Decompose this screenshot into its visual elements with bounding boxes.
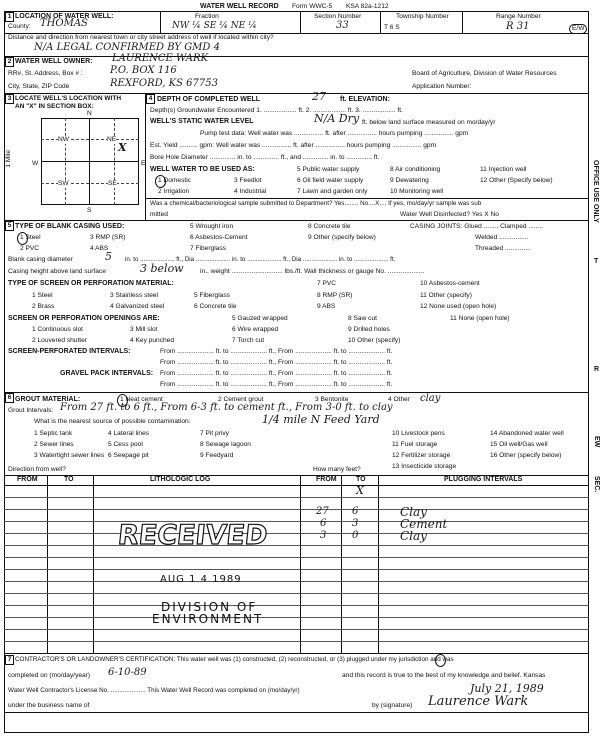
use-5: 5 Public water supply bbox=[297, 166, 360, 173]
location-mark: X bbox=[118, 141, 127, 154]
form-title: WATER WELL RECORD bbox=[200, 3, 279, 10]
quadrant-sw: SW bbox=[58, 180, 69, 187]
log-from-header: FROM bbox=[17, 476, 38, 483]
open-10: 10 Other (specify) bbox=[348, 337, 401, 344]
log-rule-line bbox=[4, 629, 589, 630]
static-level-label: WELL'S STATIC WATER LEVEL bbox=[150, 118, 254, 125]
log-rule-line bbox=[4, 581, 589, 582]
distance-label: Distance and direction from nearest town or city street address of well if located within city? bbox=[8, 34, 274, 41]
township-value: T 6 S bbox=[384, 24, 400, 31]
signature: Laurence Wark bbox=[428, 694, 529, 709]
plug-row-2-from: 6 bbox=[320, 518, 327, 529]
source-10: 10 Livestock pens bbox=[392, 430, 445, 437]
log-rule-line bbox=[4, 617, 589, 618]
log-mark: X bbox=[356, 484, 364, 497]
screen-6: 6 Concrete tile bbox=[194, 303, 237, 310]
source-7: 7 Pit privy bbox=[200, 430, 229, 437]
distance-value: N/A LEGAL CONFIRMED BY GMD 4 bbox=[34, 42, 220, 53]
screen-12: 12 None used (open hole) bbox=[420, 303, 497, 310]
static-level-rest: ft. below land surface measured on mo/day/yr bbox=[362, 119, 496, 126]
plug-row-3-material: Clay bbox=[400, 529, 427, 543]
side-t: T bbox=[594, 258, 599, 265]
compass-w: W bbox=[32, 160, 39, 167]
screen-8: 8 RMP (SR) bbox=[317, 292, 353, 299]
log-rule-line bbox=[4, 521, 589, 522]
address-label: RR#, St. Address, Box # : bbox=[8, 70, 83, 77]
completed-rest: and this record is true to the best of my knowledge and belief. Kansas bbox=[342, 672, 546, 679]
grout-1: 1 Neat cement bbox=[120, 396, 163, 403]
open-4: 4 Key punched bbox=[130, 337, 174, 344]
casing-height-rest: in., weight ............................ lbs./ft. Wall thickness or gauge No. .................... bbox=[200, 268, 425, 275]
plug-row-1-to: 6 bbox=[352, 506, 359, 517]
mile-label: 1 Mile bbox=[5, 150, 12, 168]
open-8: 8 Saw cut bbox=[348, 315, 377, 322]
yield-line: Est. Yield .......... gpm: Well water was ................ ft. after ................ hours pumping ................ gpm bbox=[150, 142, 437, 149]
source-11: 11 Fuel storage bbox=[392, 441, 438, 448]
side-sec: SEC. bbox=[593, 476, 600, 493]
business-name-label: under the business name of bbox=[8, 702, 90, 709]
use-9: 9 Dewatering bbox=[390, 177, 429, 184]
section-3-label-2: AN "X" IN SECTION BOX: bbox=[15, 103, 94, 110]
section-6-number: 6 bbox=[5, 393, 14, 403]
open-6: 6 Wire wrapped bbox=[232, 326, 279, 333]
casing-9: 9 Other (specify below) bbox=[308, 234, 376, 241]
section-7-number: 7 bbox=[5, 655, 14, 665]
grout-2: 2 Cement grout bbox=[218, 396, 264, 403]
grout-3: 3 Bentonite bbox=[315, 396, 349, 403]
use-12: 12 Other (Specify below) bbox=[480, 177, 553, 184]
casing-threaded: Threaded .............. bbox=[475, 245, 531, 252]
grout-intervals-value: From 27 ft. to 6 ft., From 6-3 ft. to cement ft., From 3-0 ft. to clay bbox=[60, 402, 393, 413]
stamp-date: AUG 1 4 1989 bbox=[160, 574, 242, 585]
owner-label: WATER WELL OWNER: bbox=[15, 58, 93, 65]
open-11: 11 None (open hole) bbox=[450, 315, 510, 322]
source-12: 12 Fertilizer storage bbox=[392, 452, 451, 459]
chem-sample-line: Was a chemical/bacteriological sample submitted to Department? Yes........ No....X.... If yes, mo/day/yr sample was sub bbox=[150, 200, 482, 207]
use-7: 7 Lawn and garden only bbox=[297, 188, 368, 195]
source-4: 4 Lateral lines bbox=[108, 430, 150, 437]
log-rule-line bbox=[4, 545, 589, 546]
log-rule-line bbox=[4, 569, 589, 570]
log-rule-line bbox=[4, 509, 589, 510]
plug-row-1-from: 27 bbox=[316, 506, 329, 517]
depth-value: 27 bbox=[312, 90, 326, 103]
use-3: 3 Feedlot bbox=[234, 177, 262, 184]
log-rule-line bbox=[4, 641, 589, 642]
pump-test-line: Pump test data: Well water was ................ ft. after ................ hours pumping ................ gpm bbox=[200, 130, 469, 137]
section-5-number: 5 bbox=[5, 221, 14, 231]
application-label: Application Number: bbox=[412, 83, 472, 90]
screen-11: 11 Other (specify) bbox=[420, 292, 472, 299]
use-2: 2 Irrigation bbox=[158, 188, 190, 195]
use-6: 6 Oil field water supply bbox=[297, 177, 364, 184]
owner-value: LAURENCE WARK bbox=[112, 53, 209, 64]
side-r: R bbox=[594, 366, 600, 373]
log-rule-line bbox=[4, 593, 589, 594]
fraction-value: NW ¼ SE ¼ NE ¼ bbox=[172, 21, 257, 31]
casing-5: 5 Wrought iron bbox=[190, 223, 234, 230]
plug-from-header: FROM bbox=[316, 476, 337, 483]
section-3-label-1: LOCATE WELL'S LOCATION WITH bbox=[15, 95, 122, 102]
mitted-label: mitted bbox=[150, 211, 168, 218]
use-1: 1 Domestic bbox=[158, 177, 191, 184]
use-8: 8 Air conditioning bbox=[390, 166, 441, 173]
screen-5: 5 Fiberglass bbox=[194, 292, 230, 299]
open-9: 9 Drilled holes bbox=[348, 326, 390, 333]
openings-label: SCREEN OR PERFORATION OPENINGS ARE: bbox=[8, 315, 160, 322]
log-rule-line bbox=[4, 533, 589, 534]
record-completed-value: July 21, 1989 bbox=[470, 682, 544, 695]
grout-4: 4 Other bbox=[388, 396, 410, 403]
lithologic-log-header: LITHOLOGIC LOG bbox=[150, 476, 211, 483]
open-1: 1 Continuous slot bbox=[32, 326, 83, 333]
contamination-value: 1/4 mile N Feed Yard bbox=[262, 413, 380, 426]
screen-interval-1: From .................... ft. to .................... ft., From .................... ft. to .................... ft. bbox=[160, 348, 393, 355]
screen-2: 2 Brass bbox=[32, 303, 55, 310]
signature-label: by (signature) bbox=[372, 702, 413, 709]
source-3: 3 Watertight sewer lines bbox=[34, 452, 105, 459]
casing-diameter-rest: in. to .................... ft., Dia .................... in. to .................... ft., Dia .................... in. to .................... ft. bbox=[125, 256, 396, 263]
casing-diameter-value: 5 bbox=[105, 250, 112, 263]
casing-4: 4 ABS bbox=[90, 245, 109, 252]
log-to-header: TO bbox=[64, 476, 74, 483]
source-15: 15 Oil well/Gas well bbox=[490, 441, 548, 448]
section-1-number: 1 bbox=[5, 12, 14, 22]
address-value: P.O. BOX 116 bbox=[110, 65, 177, 76]
screen-9: 9 ABS bbox=[317, 303, 336, 310]
casing-welded: Welded ................ bbox=[475, 234, 529, 241]
open-2: 2 Louvered shutter bbox=[32, 337, 87, 344]
source-9: 9 Feedyard bbox=[200, 452, 234, 459]
open-5: 5 Gauzed wrapped bbox=[232, 315, 288, 322]
source-14: 14 Abandoned water well bbox=[490, 430, 564, 437]
board-label: Board of Agriculture, Division of Water Resources bbox=[412, 70, 557, 77]
groundwater-line: Depth(s) Groundwater Encountered 1. .................. ft. 2. .................. ft. 3. .................. ft. bbox=[150, 107, 403, 114]
quadrant-ne: NE bbox=[107, 136, 117, 143]
screen-4: 4 Galvanized steel bbox=[110, 303, 165, 310]
use-10: 10 Monitoring well bbox=[390, 188, 444, 195]
casing-2: 2 PVC bbox=[20, 245, 40, 252]
received-stamp: RECEIVED bbox=[116, 520, 269, 551]
section-2-number: 2 bbox=[5, 57, 14, 67]
source-1: 1 Septic tank bbox=[34, 430, 73, 437]
casing-7: 7 Fiberglass bbox=[190, 245, 226, 252]
gravel-interval-1: From .................... ft. to .................... ft., From .................... ft. to .................... ft. bbox=[160, 370, 393, 377]
open-7: 7 Torch cut bbox=[232, 337, 265, 344]
screen-10: 10 Asbestos-cement bbox=[420, 280, 480, 287]
grout-other-value: clay bbox=[420, 393, 441, 404]
plug-row-2-to: 3 bbox=[352, 518, 359, 529]
open-3: 3 Mill slot bbox=[130, 326, 158, 333]
screen-label: TYPE OF SCREEN OR PERFORATION MATERIAL: bbox=[8, 280, 174, 287]
disinfected-line: Water Well Disinfected? Yes X No bbox=[400, 211, 499, 218]
grout-label: GROUT MATERIAL: bbox=[15, 396, 81, 403]
stamp-division: DIVISION OF bbox=[161, 600, 258, 614]
casing-1-circle bbox=[17, 232, 28, 245]
casing-joints: CASING JOINTS: Glued ........ Clamped ........ bbox=[410, 223, 544, 230]
casing-6: 6 Asbestos-Cement bbox=[190, 234, 248, 241]
certification-text: CONTRACTOR'S OR LANDOWNER'S CERTIFICATION: This water well was (1) constructed, (2) reconstructed, or (3) plugged under my jurisdiction and was bbox=[15, 656, 454, 663]
plug-row-3-to: 0 bbox=[352, 530, 359, 541]
section-4-number: 4 bbox=[146, 94, 155, 104]
source-13: 13 Insecticide storage bbox=[392, 463, 457, 470]
log-rule-line bbox=[4, 497, 589, 498]
gravel-pack-label: GRAVEL PACK INTERVALS: bbox=[60, 370, 154, 377]
casing-height-value: 3 below bbox=[140, 262, 184, 275]
city-value: REXFORD, KS 67753 bbox=[110, 78, 218, 89]
casing-label: TYPE OF BLANK CASING USED: bbox=[15, 223, 125, 230]
range-label: Range Number bbox=[496, 13, 541, 20]
use-4: 4 Industrial bbox=[234, 188, 267, 195]
source-16: 16 Other (specify below) bbox=[490, 452, 562, 459]
stamp-environment: ENVIRONMENT bbox=[152, 612, 264, 626]
fraction-label: Fraction bbox=[195, 13, 219, 20]
section-1-label: LOCATION OF WATER WELL: bbox=[15, 13, 114, 20]
form-number: Form WWC-5 bbox=[292, 3, 333, 10]
source-5: 5 Cess pool bbox=[108, 441, 143, 448]
county-label: County: bbox=[8, 23, 31, 30]
source-2: 2 Sewer lines bbox=[34, 441, 74, 448]
plugging-intervals-header: PLUGGING INTERVALS bbox=[444, 476, 523, 483]
casing-1: 1 Steel bbox=[20, 234, 41, 241]
range-direction: E/W bbox=[569, 24, 587, 34]
range-value: R 31 bbox=[506, 21, 530, 32]
plugged-circle bbox=[435, 654, 446, 667]
log-rule-line bbox=[4, 557, 589, 558]
grout-intervals-label: Grout Intervals: bbox=[8, 407, 54, 414]
quadrant-nw: NW bbox=[58, 136, 69, 143]
compass-e: E bbox=[141, 160, 146, 167]
screen-3: 3 Stainless steel bbox=[110, 292, 159, 299]
direction-label: Direction from well? bbox=[8, 466, 66, 473]
completed-value: 6-10-89 bbox=[108, 667, 147, 678]
gravel-interval-2: From .................... ft. to .................... ft., From .................... ft. to .................... ft. bbox=[160, 381, 393, 388]
ksa-reference: KSA 82a-1212 bbox=[346, 3, 389, 10]
quadrant-se: SE bbox=[108, 180, 117, 187]
bore-hole-line: Bore Hole Diameter .............. in. to .............. ft., and .............. in. to .............. ft. bbox=[150, 154, 380, 161]
county-value: THOMAS bbox=[40, 18, 88, 29]
casing-8: 8 Concrete tile bbox=[308, 223, 351, 230]
completed-label: completed on (mo/day/year) bbox=[8, 672, 91, 679]
compass-s: S bbox=[87, 207, 92, 214]
casing-diameter-label: Blank casing diameter bbox=[8, 256, 73, 263]
use-label: WELL WATER TO BE USED AS: bbox=[150, 166, 255, 173]
plug-row-3-from: 3 bbox=[320, 530, 327, 541]
township-label: Township Number bbox=[396, 13, 449, 20]
source-6: 6 Seepage pit bbox=[108, 452, 149, 459]
plug-row-2-material: Cement bbox=[400, 517, 448, 531]
section-number-value: 33 bbox=[336, 20, 349, 31]
source-8: 8 Sewage lagoon bbox=[200, 441, 251, 448]
log-rule-line bbox=[4, 605, 589, 606]
side-ew: EW bbox=[593, 436, 600, 448]
section-3-number: 3 bbox=[5, 94, 14, 104]
screen-interval-2: From .................... ft. to .................... ft., From .................... ft. to .................... ft. bbox=[160, 359, 393, 366]
casing-3: 3 RMP (SR) bbox=[90, 234, 126, 241]
use-11: 11 Injection well bbox=[480, 166, 527, 173]
use-1-circle bbox=[155, 175, 166, 188]
plug-to-header: TO bbox=[356, 476, 366, 483]
depth-label: DEPTH OF COMPLETED WELL bbox=[157, 96, 261, 103]
city-label: City, State, ZIP Code bbox=[8, 83, 70, 90]
contamination-label: What is the nearest source of possible contamination: bbox=[34, 418, 191, 425]
screen-intervals-label: SCREEN-PERFORATED INTERVALS: bbox=[8, 348, 131, 355]
how-many-feet-label: How many feet? bbox=[313, 466, 361, 473]
license-line: Water Well Contractor's License No. .................... This Water Well Record was completed on (mo/day/yr) bbox=[8, 687, 300, 694]
static-level-value: N/A Dry bbox=[314, 112, 360, 125]
casing-height-label: Casing height above land surface bbox=[8, 268, 106, 275]
screen-7: 7 PVC bbox=[317, 280, 337, 287]
plug-row-1-material: Clay bbox=[400, 505, 427, 519]
elevation-label: ft. ELEVATION: bbox=[340, 96, 390, 103]
compass-n: N bbox=[87, 110, 92, 117]
section-number-label: Section Number bbox=[314, 13, 362, 20]
office-use-only-label: OFFICE USE ONLY bbox=[592, 160, 599, 223]
screen-1: 1 Steel bbox=[32, 292, 53, 299]
